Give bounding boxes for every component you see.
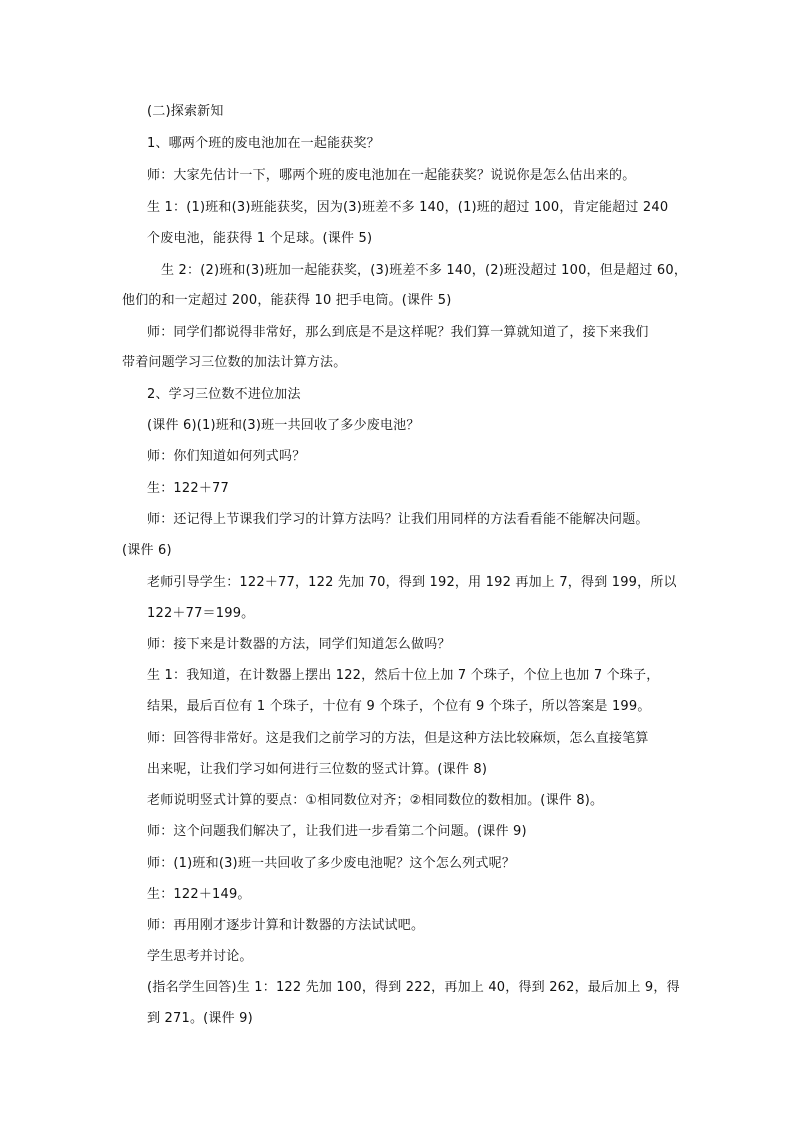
paragraph-line: 师：接下来是计数器的方法，同学们知道怎么做吗？ [147, 637, 451, 652]
paragraph-line: 122＋77＝199。 [147, 606, 255, 621]
paragraph-line: 他们的和一定超过 200，能获得 10 把手电筒。(课件 5) [122, 293, 452, 308]
subheading-1: 1、哪两个班的废电池加在一起能获奖？ [147, 136, 380, 151]
paragraph-line: 师：(1)班和(3)班一共回收了多少废电池呢？这个怎么列式呢？ [147, 856, 516, 871]
paragraph-line: 老师说明竖式计算的要点：①相同数位对齐；②相同数位的数相加。(课件 8)。 [147, 793, 604, 808]
paragraph-line: 生 1：我知道，在计数器上摆出 122，然后十位上加 7 个珠子，个位上也加 7 个珠子， [147, 668, 660, 683]
paragraph-line: 师：再用刚才逐步计算和计数器的方法试试吧。 [147, 918, 425, 933]
paragraph-line: 师：回答得非常好。这是我们之前学习的方法，但是这种方法比较麻烦，怎么直接笔算 [147, 731, 649, 746]
paragraph-line: 师：还记得上节课我们学习的计算方法吗？让我们用同样的方法看看能不能解决问题。 [147, 512, 649, 527]
paragraph-line: 师：这个问题我们解决了，让我们进一步看第二个问题。(课件 9) [147, 824, 527, 839]
subheading-2: 2、学习三位数不进位加法 [147, 387, 301, 402]
paragraph-line: 到 271。(课件 9) [147, 1011, 253, 1026]
paragraph-line: 出来呢，让我们学习如何进行三位数的竖式计算。(课件 8) [147, 762, 488, 777]
paragraph-line: 带着问题学习三位数的加法计算方法。 [122, 355, 347, 370]
section-heading: (二)探索新知 [147, 104, 224, 119]
paragraph-line: 生：122＋149。 [147, 887, 251, 902]
paragraph-line: 师：你们知道如何列式吗？ [147, 449, 306, 464]
paragraph-line: 师：同学们都说得非常好，那么到底是不是这样呢？我们算一算就知道了，接下来我们 [147, 325, 649, 340]
paragraph-line: 结果，最后百位有 1 个珠子，十位有 9 个珠子，个位有 9 个珠子，所以答案是 199。 [147, 699, 651, 714]
paragraph-line: 学生思考并讨论。 [147, 949, 253, 964]
paragraph-line: 生 2：(2)班和(3)班加一起能获奖，(3)班差不多 140，(2)班没超过 100，但是超过 60， [161, 263, 688, 278]
paragraph-line: (课件 6)(1)班和(3)班一共回收了多少废电池？ [147, 418, 420, 433]
paragraph-line: 生 1：(1)班和(3)班能获奖，因为(3)班差不多 140，(1)班的超过 100，肯定能超过 240 [147, 200, 669, 215]
paragraph-line: (课件 6) [122, 543, 172, 558]
paragraph-line: 老师引导学生：122＋77，122 先加 70，得到 192，用 192 再加上 7，得到 199，所以 [147, 575, 677, 590]
paragraph-line: 个废电池，能获得 1 个足球。(课件 5) [147, 231, 373, 246]
paragraph-line: (指名学生回答)生 1：122 先加 100，得到 222，再加上 40，得到 262，最后加上 9，得 [147, 980, 680, 995]
paragraph-line: 生：122＋77 [147, 481, 229, 496]
paragraph-line: 师：大家先估计一下，哪两个班的废电池加在一起能获奖？说说你是怎么估出来的。 [147, 168, 636, 183]
